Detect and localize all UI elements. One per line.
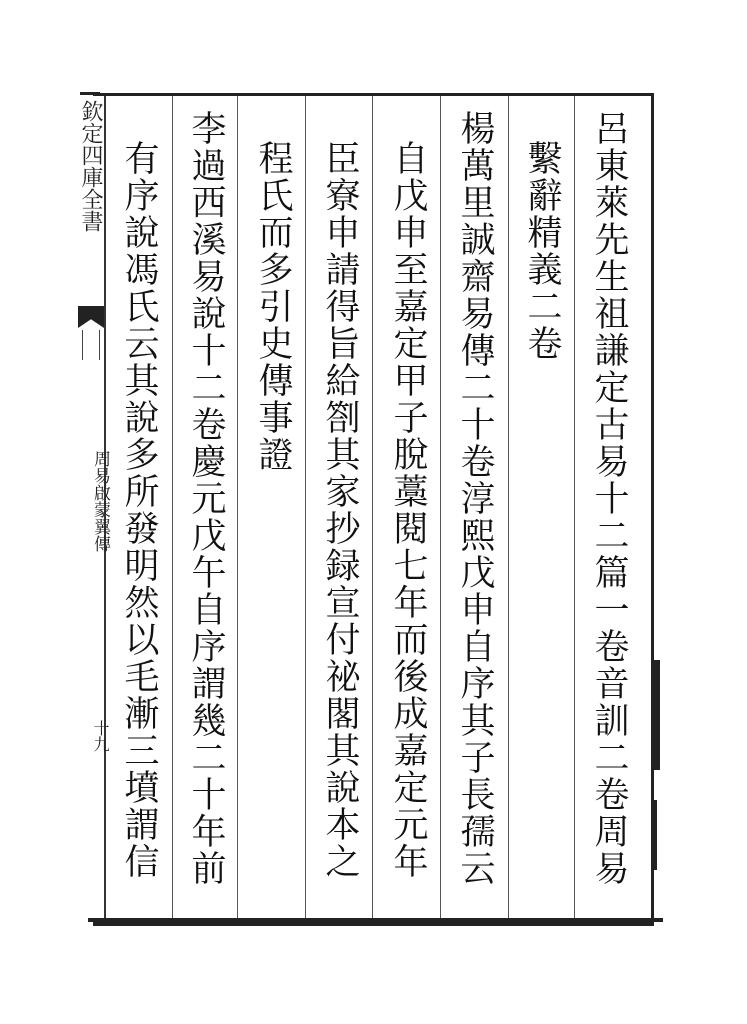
text-column-7: 李過西溪易說十二卷慶元戊午自序謂幾二十年前 [186,110,226,887]
text-column-8: 有序說馮氏云其說多所發明然以毛漸三墳謂信 [119,140,159,880]
frame-top-border [80,92,100,95]
page-edge-mark [652,800,657,870]
text-column-5: 臣寮申請得旨給劄其家抄録宣付祕閣其說本之 [320,140,360,880]
text-column-1: 呂東萊先生祖謙定古易十二篇一卷音訓二卷周易 [589,110,629,887]
column-rule [574,96,575,918]
page-edge-mark [652,660,660,770]
fishtail-lines [82,330,100,360]
page-frame [93,93,654,926]
column-rule [508,96,509,918]
column-rule [372,96,373,918]
book-title: 周易啟蒙翼傳 [90,450,110,552]
text-column-2: 繫辭精義二卷 [522,140,562,362]
column-rule [305,96,306,918]
column-rule [237,96,238,918]
column-rule [440,96,441,918]
frame-bottom-border [88,918,663,922]
text-column-4: 自戊申至嘉定甲子脫藁閱七年而後成嘉定元年 [388,140,428,880]
column-rule [172,96,173,918]
text-column-6: 程氏而多引史傳事證 [253,140,293,473]
text-column-3: 楊萬里誠齋易傳二十卷淳熙戊申自序其子長孺云 [455,110,495,887]
leaf-number: 十九 [91,720,110,752]
edition-title: 欽定四庫全書 [78,100,103,232]
